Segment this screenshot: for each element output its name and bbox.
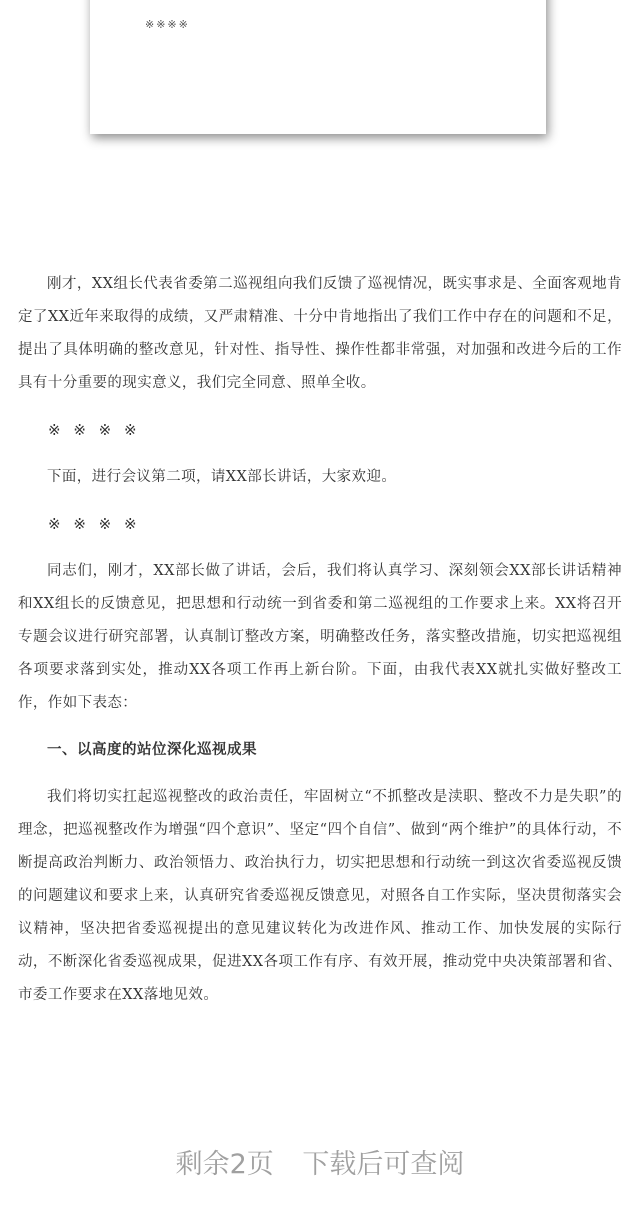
paragraph-feedback: 刚才，XX组长代表省委第二巡视组向我们反馈了巡视情况，既实事求是、全面客观地肯定了XX近年来取得的成绩，又严肃精准、十分中肯地指出了我们工作中存在的问题和不足，提出了具体明确的整改意见，针对性、指导性、操作性都非常强，对加强和改进今后的工作具有十分重要的现实意义，我们完全同意、照单全收。 xyxy=(18,276,622,391)
paragraph-statement: 同志们，刚才，XX部长做了讲话，会后，我们将认真学习、深刻领会XX部长讲话精神和XX组长的反馈意见，把思想和行动统一到省委和第二巡视组的工作要求上来。XX将召开专题会议进行研究部署，认真制订整改方案，明确整改任务，落实整改措施，切实把巡视组各项要求落到实处，推动XX各项工作再上新台阶。下面，由我代表XX就扎实做好整改工作，作如下表态： xyxy=(18,563,622,711)
download-prompt[interactable]: 剩余2页 下载后可查阅 xyxy=(175,1149,465,1180)
paragraph-section-1: 我们将切实扛起巡视整改的政治责任，牢固树立“不抓整改是渎职、整改不力是失职”的理念，把巡视整改作为增强“四个意识”、坚定“四个自信”、做到“两个维护”的具体行动，不断提高政治判断力、政治领悟力、政治执行力，切实把思想和行动统一到这次省委巡视反馈的问题建议和要求上来，认真研究省委巡视反馈意见，对照各自工作实际，坚决贯彻落实会议精神，坚决把省委巡视提出的意见建议转化为改进作风、推动工作、加快发展的实际行动，不断深化省委巡视成果，促进XX各项工作有序、有效开展，推动党中央决策部署和省、市委工作要求在XX落地见效。 xyxy=(18,789,622,1003)
separator-marks-1: ※ ※ ※ ※ xyxy=(48,421,141,439)
separator-marks-2: ※ ※ ※ ※ xyxy=(48,515,141,533)
document-body xyxy=(18,268,622,1012)
section-heading-1: 一、以高度的站位深化巡视成果 xyxy=(47,742,257,758)
previous-page-card xyxy=(90,0,546,134)
page-card-mark: ※※※※ xyxy=(145,18,190,31)
paragraph-next-item: 下面，进行会议第二项，请XX部长讲话，大家欢迎。 xyxy=(47,469,397,485)
